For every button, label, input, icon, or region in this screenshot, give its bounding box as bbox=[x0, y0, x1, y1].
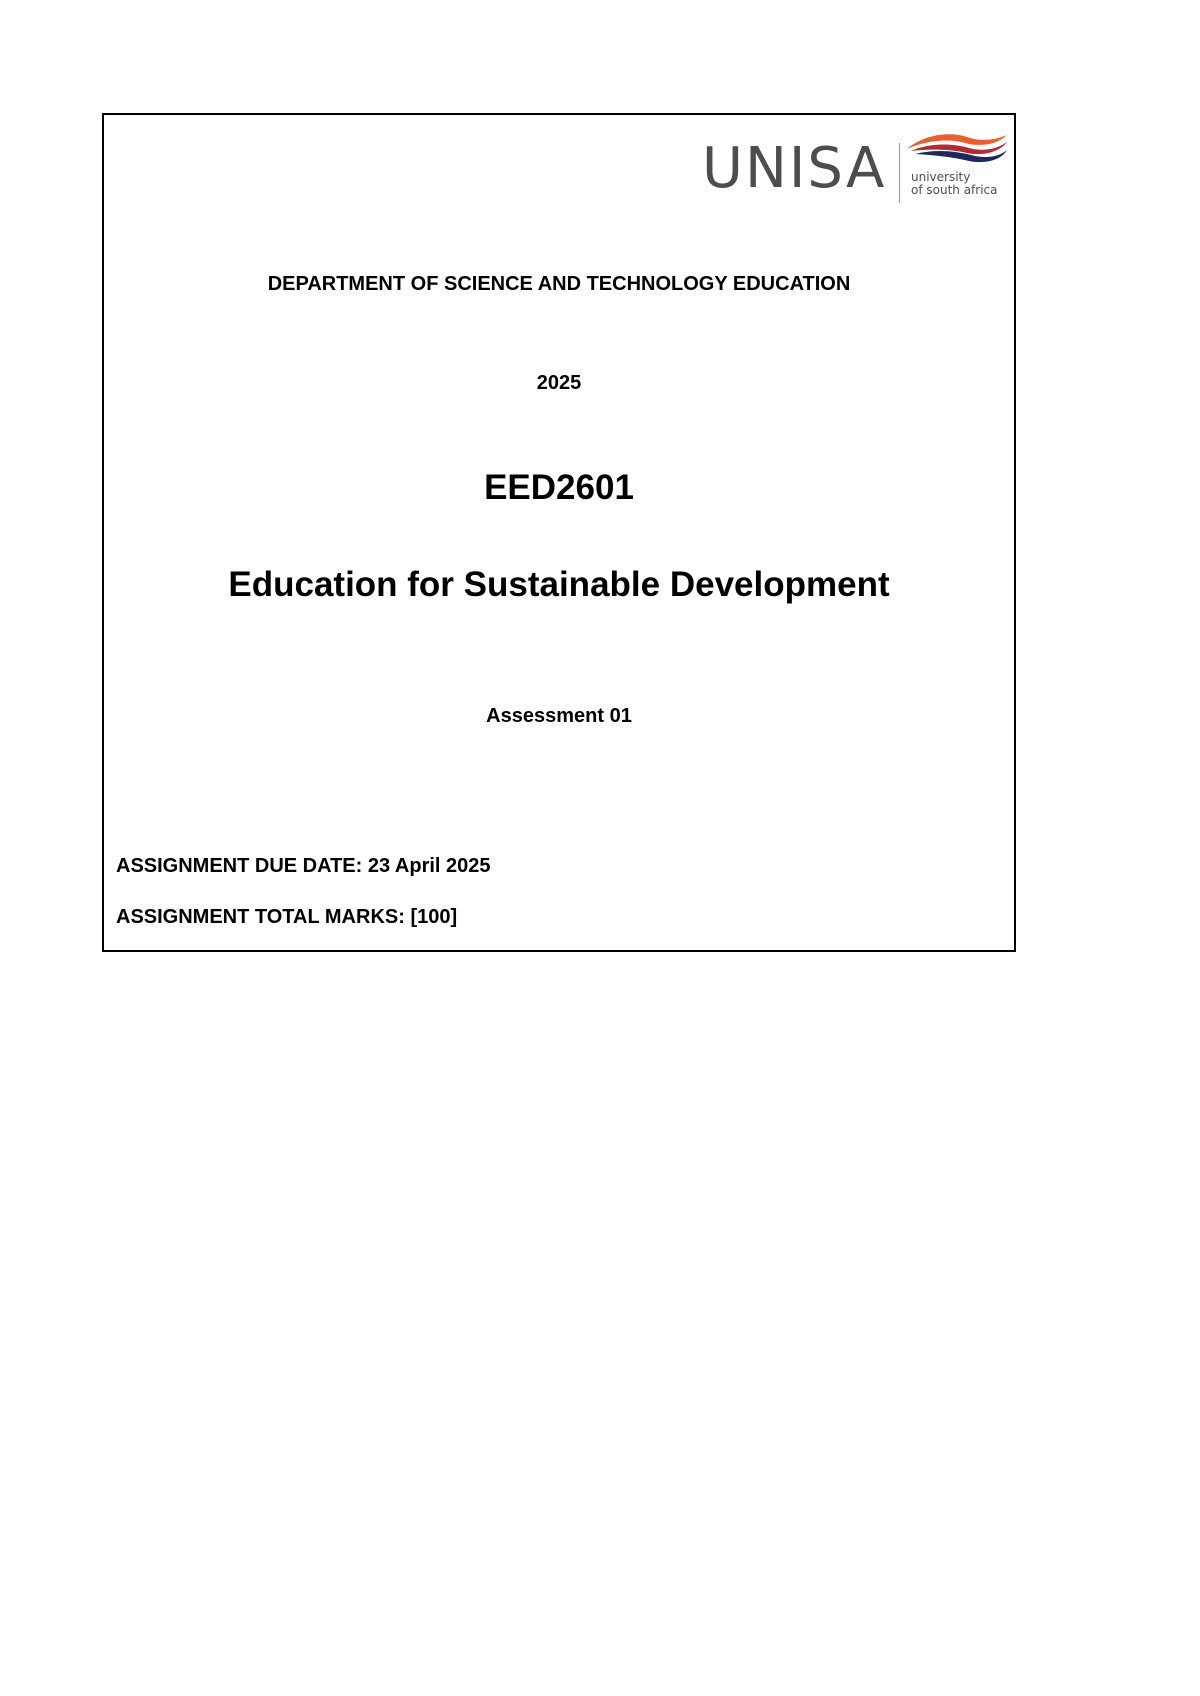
year: 2025 bbox=[536, 372, 582, 394]
logo-tagline-line1: university bbox=[911, 170, 971, 184]
course-code: EED2601 bbox=[484, 468, 634, 507]
assignment-total-marks: ASSIGNMENT TOTAL MARKS: [100] bbox=[116, 906, 458, 928]
unisa-logo bbox=[702, 131, 1008, 207]
logo-tagline-line2: of south africa bbox=[911, 183, 998, 197]
logo-wing-icon bbox=[905, 131, 1009, 171]
logo-divider bbox=[899, 143, 900, 203]
cover-page-box bbox=[102, 113, 1016, 952]
logo-tagline bbox=[911, 171, 998, 197]
department-heading: DEPARTMENT OF SCIENCE AND TECHNOLOGY EDUCATION bbox=[267, 273, 851, 295]
course-title: Education for Sustainable Development bbox=[228, 565, 890, 604]
assignment-due-date: ASSIGNMENT DUE DATE: 23 April 2025 bbox=[116, 855, 491, 877]
logo-wordmark: UNISA bbox=[702, 136, 887, 201]
assessment-label: Assessment 01 bbox=[486, 705, 632, 727]
